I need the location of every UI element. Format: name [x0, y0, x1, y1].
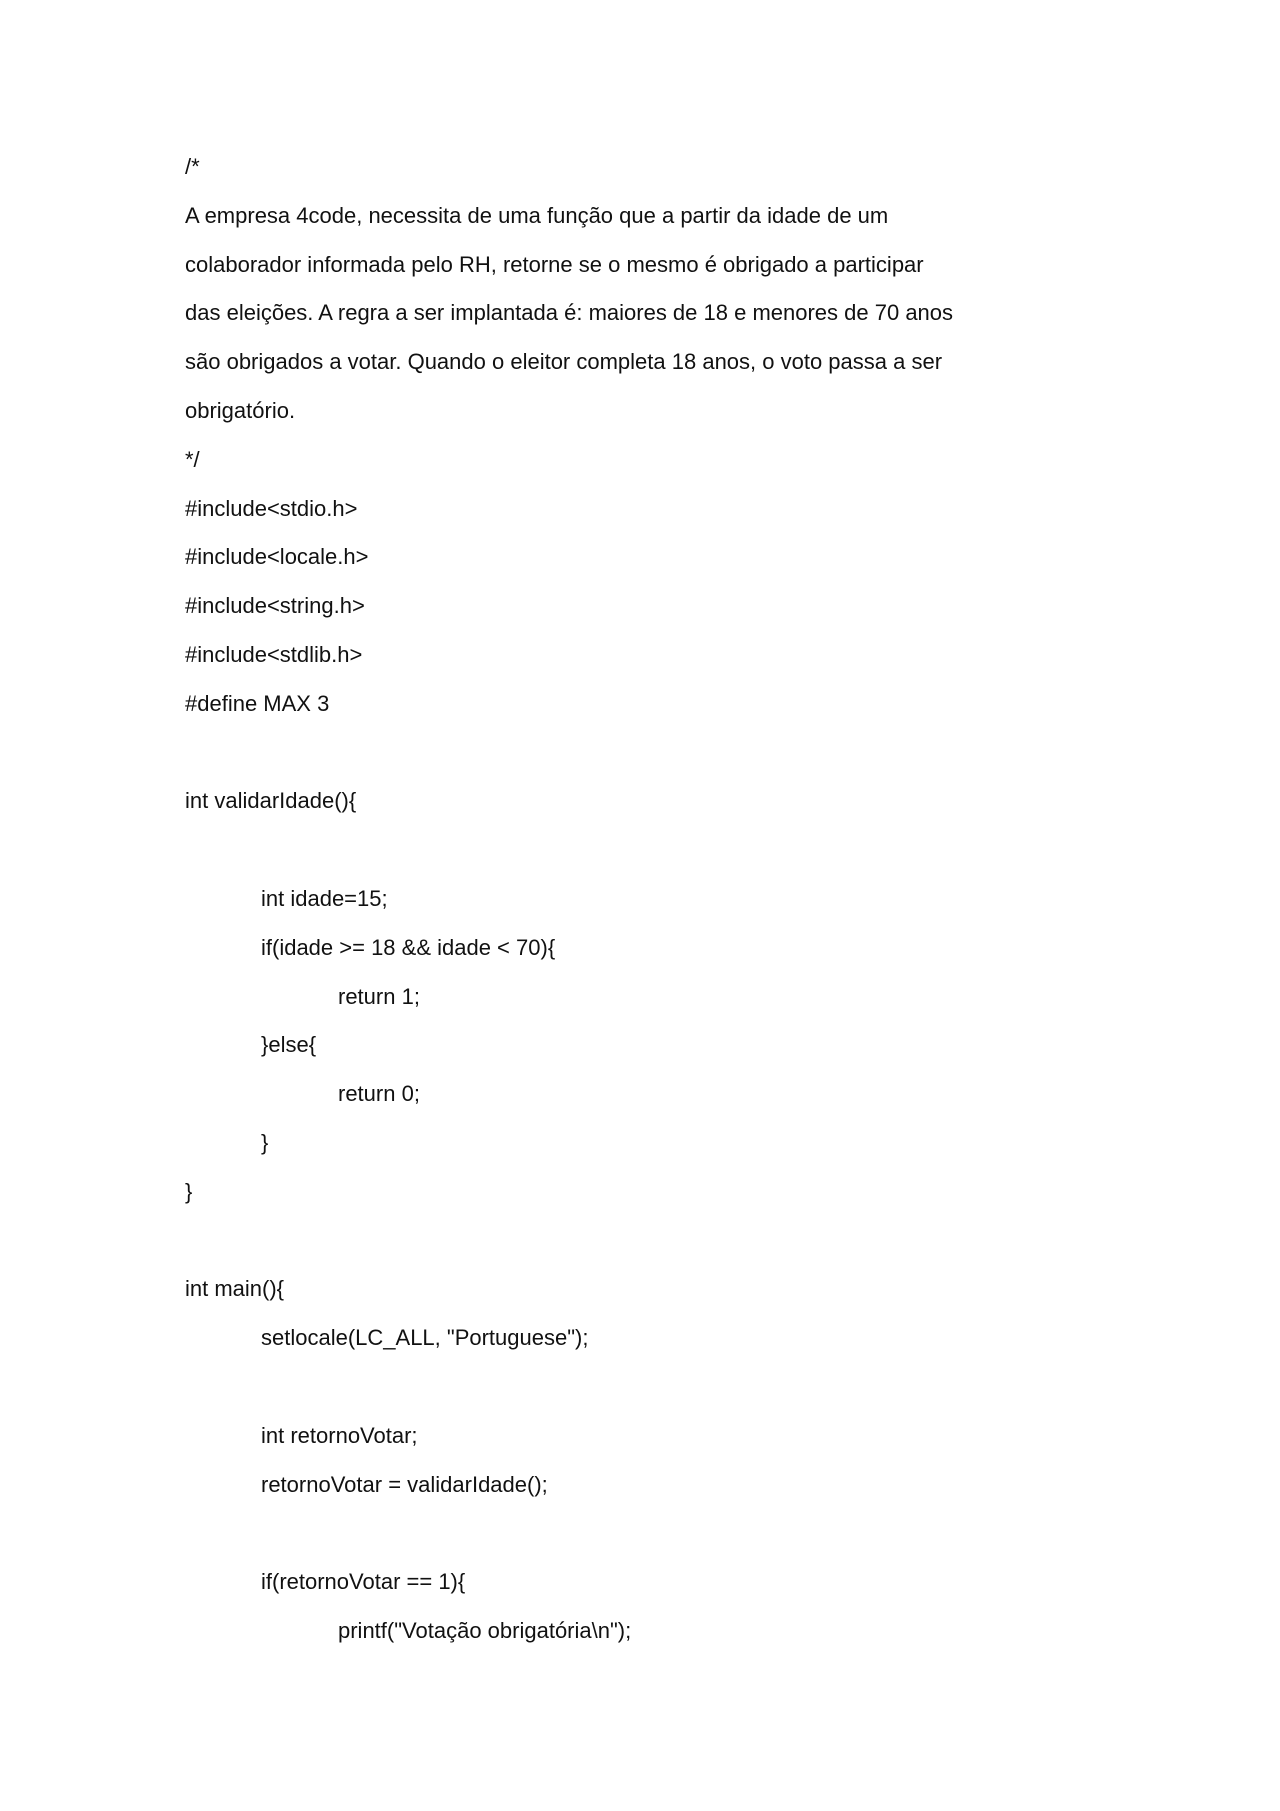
code-document [185, 143, 1145, 1656]
validar-return-true: return 1; [338, 983, 420, 1009]
include-line: #include<string.h> [185, 593, 365, 619]
main-assign: retornoVotar = validarIdade(); [261, 1471, 548, 1497]
main-printf: printf("Votação obrigatória\n"); [338, 1617, 632, 1643]
paragraph-line: obrigatório. [185, 397, 296, 423]
validar-decl: int idade=15; [261, 885, 388, 911]
main-decl: int retornoVotar; [261, 1422, 418, 1448]
main-if: if(retornoVotar == 1){ [261, 1569, 466, 1595]
include-line: #include<locale.h> [185, 544, 369, 570]
include-line: #include<stdlib.h> [185, 641, 363, 667]
paragraph-line: colaborador informada pelo RH, retorne se o mesmo é obrigado a participar [185, 251, 924, 277]
paragraph-line: das eleições. A regra a ser implantada é: maiores de 18 e menores de 70 anos [185, 300, 954, 326]
validar-if: if(idade >= 18 && idade < 70){ [261, 934, 556, 960]
validar-else: }else{ [261, 1032, 317, 1058]
validar-close-fn: } [185, 1178, 193, 1204]
include-line: #include<stdio.h> [185, 495, 358, 521]
define-line: #define MAX 3 [185, 690, 330, 716]
validar-signature: int validarIdade(){ [185, 788, 357, 814]
validar-close-if: } [261, 1129, 269, 1155]
main-setlocale: setlocale(LC_ALL, "Portuguese"); [261, 1325, 589, 1351]
blank-line [185, 1217, 1145, 1266]
paragraph-line: são obrigados a votar. Quando o eleitor completa 18 anos, o voto passa a ser [185, 349, 943, 375]
paragraph-line: A empresa 4code, necessita de uma função que a partir da idade de um [185, 202, 889, 228]
blank-line [185, 1363, 1145, 1412]
comment-close: */ [185, 446, 200, 472]
blank-line [185, 826, 1145, 875]
validar-return-false: return 0; [338, 1081, 420, 1107]
comment-open: /* [185, 154, 200, 179]
main-signature: int main(){ [185, 1276, 285, 1302]
blank-line [185, 729, 1145, 778]
blank-line [185, 1509, 1145, 1558]
